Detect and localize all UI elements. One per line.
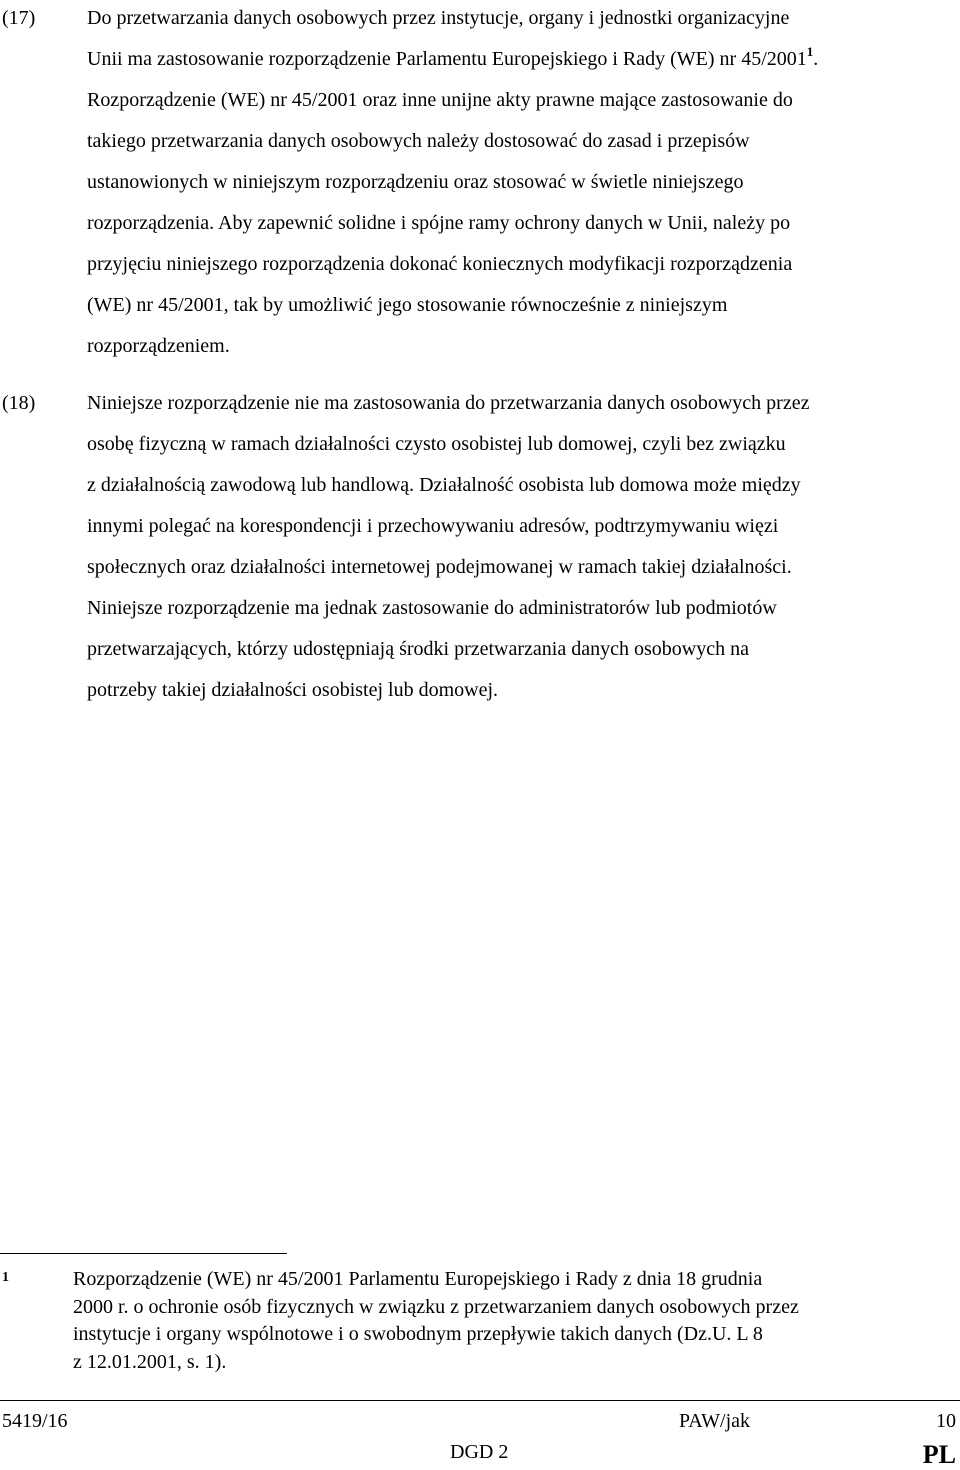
text-line: (WE) nr 45/2001, tak by umożliwić jego stosowanie równocześnie z niniejszym bbox=[87, 294, 728, 316]
paragraph-number: (18) bbox=[2, 392, 36, 414]
text-line: ustanowionych w niniejszym rozporządzeniu oraz stosować w świetle niniejszego bbox=[87, 171, 744, 193]
text-line: Rozporządzenie (WE) nr 45/2001 oraz inne unijne akty prawne mające zastosowanie do bbox=[87, 89, 793, 111]
department-code: DGD 2 bbox=[450, 1441, 509, 1463]
footnote-line: instytucje i organy wspólnotowe i o swobodnym przepływie takich danych (Dz.U. L 8 bbox=[73, 1323, 763, 1345]
text-line: z działalnością zawodową lub handlową. Działalność osobista lub domowa może między bbox=[87, 474, 801, 496]
paragraph-number: (17) bbox=[2, 7, 36, 29]
footnote-line: 2000 r. o ochronie osób fizycznych w związku z przetwarzaniem danych osobowych przez bbox=[73, 1295, 799, 1318]
language-code: PL bbox=[922, 1440, 956, 1469]
text-line: przyjęciu niniejszego rozporządzenia dokonać koniecznych modyfikacji rozporządzenia bbox=[87, 253, 793, 275]
text-line: społecznych oraz działalności internetowej podejmowanej w ramach takiej działalności. bbox=[87, 556, 792, 578]
text-line: innymi polegać na korespondencji i przechowywaniu adresów, podtrzymywaniu więzi bbox=[87, 515, 779, 537]
footer-separator bbox=[0, 1400, 960, 1401]
text-line: rozporządzenia. Aby zapewnić solidne i spójne ramy ochrony danych w Unii, należy po bbox=[87, 212, 791, 234]
footnote-separator bbox=[0, 1253, 287, 1254]
text-line: rozporządzeniem. bbox=[87, 335, 230, 357]
paragraph-17 bbox=[87, 0, 955, 367]
text-line: Do przetwarzania danych osobowych przez instytucje, organy i jednostki organizacyjne bbox=[87, 7, 790, 29]
footnote-reference-punctuation: . bbox=[813, 48, 819, 70]
footnote-reference[interactable]: 1 bbox=[806, 44, 814, 59]
text-line: Niniejsze rozporządzenie nie ma zastosowania do przetwarzania danych osobowych przez bbox=[87, 392, 810, 414]
text-line: potrzeby takiej działalności osobistej lub domowej. bbox=[87, 679, 499, 701]
footnote-mark: 1 bbox=[2, 1270, 9, 1285]
text-line: przetwarzających, którzy udostępniają środki przetwarzania danych osobowych na bbox=[87, 638, 749, 660]
text-line: Unii ma zastosowanie rozporządzenie Parlamentu Europejskiego i Rady (WE) nr 45/2001 bbox=[87, 48, 807, 70]
footnote-text bbox=[73, 1266, 953, 1376]
document-reference: 5419/16 bbox=[2, 1410, 68, 1432]
paragraph-18 bbox=[87, 383, 955, 711]
footnote-line: z 12.01.2001, s. 1). bbox=[73, 1350, 227, 1373]
footnote-line: Rozporządzenie (WE) nr 45/2001 Parlamentu Europejskiego i Rady z dnia 18 grudnia bbox=[73, 1268, 763, 1290]
page-number: 10 bbox=[936, 1410, 956, 1432]
text-line: Niniejsze rozporządzenie ma jednak zastosowanie do administratorów lub podmiotów bbox=[87, 597, 777, 619]
text-line: osobę fizyczną w ramach działalności czysto osobistej lub domowej, czyli bez związku bbox=[87, 433, 786, 455]
author-initials: PAW/jak bbox=[679, 1410, 750, 1432]
text-line-with-footnote bbox=[87, 39, 955, 80]
text-line: takiego przetwarzania danych osobowych należy dostosować do zasad i przepisów bbox=[87, 130, 750, 152]
